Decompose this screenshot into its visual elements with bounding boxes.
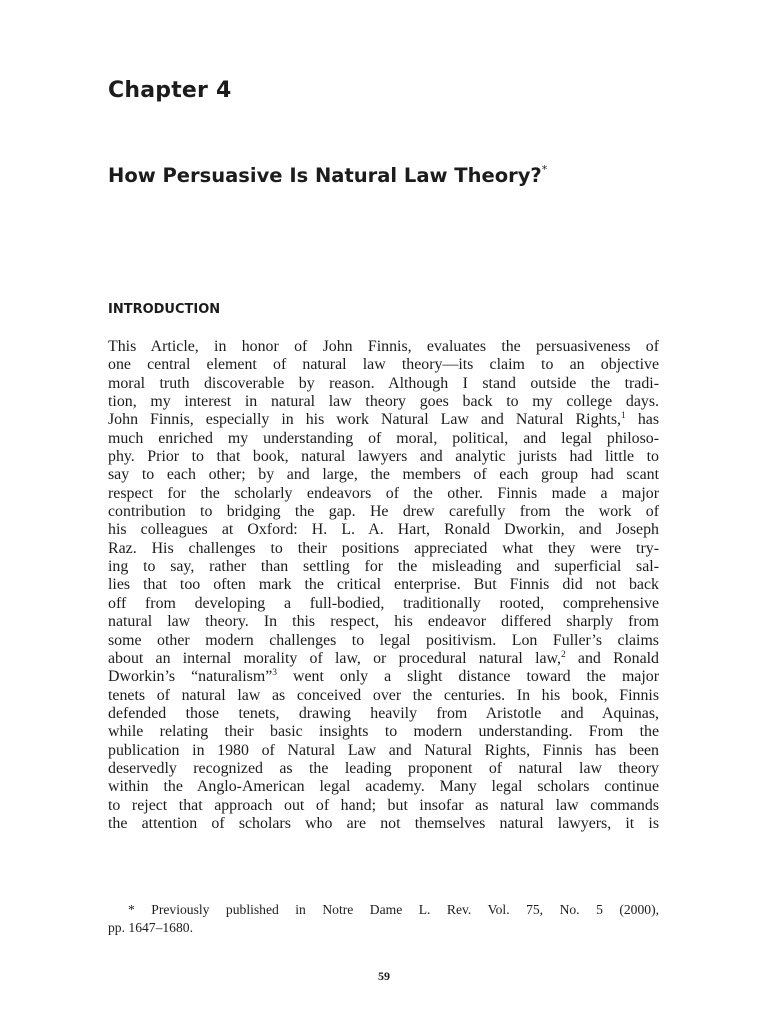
body-line: within the Anglo-American legal academy. Many legal scholars continue: [108, 778, 659, 796]
title-footnote-marker[interactable]: *: [541, 163, 548, 176]
chapter-label: Chapter 4: [108, 78, 232, 103]
body-line: tenets of natural law as conceived over the centuries. In his book, Finnis: [108, 686, 659, 704]
footnote-line: pp. 1647–1680.: [108, 919, 193, 935]
body-line: This Article, in honor of John Finnis, evaluates the persuasiveness of: [108, 338, 659, 355]
body-line: defended those tenets, drawing heavily from Aristotle and Aquinas,: [108, 704, 659, 722]
footnote-ref-3[interactable]: 3: [272, 668, 278, 679]
chapter-title-text: How Persuasive Is Natural Law Theory?: [108, 164, 542, 187]
body-line: the attention of scholars who are not themselves natural lawyers, it is: [108, 814, 659, 832]
body-line-text: about an internal morality of law, or procedural natural law,: [108, 649, 561, 667]
footnote-ref-1[interactable]: 1: [621, 411, 626, 422]
body-line: off from developing a full-bodied, traditionally rooted, comprehensive: [108, 594, 659, 612]
body-line-text: has: [625, 411, 660, 429]
body-text: [108, 338, 659, 833]
footnote-ref-2[interactable]: 2: [560, 649, 566, 660]
chapter-title: [108, 163, 547, 187]
footnote: [108, 901, 659, 936]
body-line-text: John Finnis, especially in his work Natural Law and Natural Rights,: [108, 411, 622, 429]
body-line: his colleagues at Oxford: H. L. A. Hart, Ronald Dworkin, and Joseph: [108, 521, 659, 539]
body-line-text: went only a slight distance toward the major: [277, 668, 660, 686]
body-line: ing to say, rather than settling for the misleading and superficial sal-: [108, 558, 659, 576]
body-line: Raz. His challenges to their positions appreciated what they were try-: [108, 539, 659, 557]
body-line: [108, 650, 659, 668]
body-line: some other modern challenges to legal positivism. Lon Fuller’s claims: [108, 631, 659, 649]
body-line: publication in 1980 of Natural Law and Natural Rights, Finnis has been: [108, 741, 659, 759]
body-line: [108, 668, 659, 686]
footnote-line: * Previously published in Notre Dame L. Rev. Vol. 75, No. 5 (2000),: [128, 902, 659, 917]
body-line: moral truth discoverable by reason. Although I stand outside the tradi-: [108, 374, 659, 392]
body-line-text: and Ronald: [565, 649, 659, 667]
body-line: to reject that approach out of hand; but insofar as natural law commands: [108, 796, 659, 814]
body-line: tion, my interest in natural law theory goes back to my college days.: [108, 393, 659, 411]
section-heading: INTRODUCTION: [108, 302, 221, 317]
body-line-text: Dworkin’s “naturalism”: [108, 668, 273, 686]
body-line: say to each other; by and large, the members of each group had scant: [108, 466, 659, 484]
body-line: contribution to bridging the gap. He drew carefully from the work of: [108, 503, 659, 521]
body-line: phy. Prior to that book, natural lawyers and analytic jurists had little to: [108, 448, 659, 466]
body-line: much enriched my understanding of moral, political, and legal philoso-: [108, 429, 659, 447]
body-line: while relating their basic insights to modern understanding. From the: [108, 723, 659, 741]
body-line: one central element of natural law theory—its claim to an objective: [108, 356, 659, 374]
body-line: respect for the scholarly endeavors of the other. Finnis made a major: [108, 484, 659, 502]
body-line: natural law theory. In this respect, his endeavor differed sharply from: [108, 613, 659, 631]
body-line: [108, 411, 659, 429]
page-number: 59: [378, 969, 390, 983]
body-line: deservedly recognized as the leading proponent of natural law theory: [108, 759, 659, 777]
body-line: lies that too often mark the critical enterprise. But Finnis did not back: [108, 576, 659, 594]
